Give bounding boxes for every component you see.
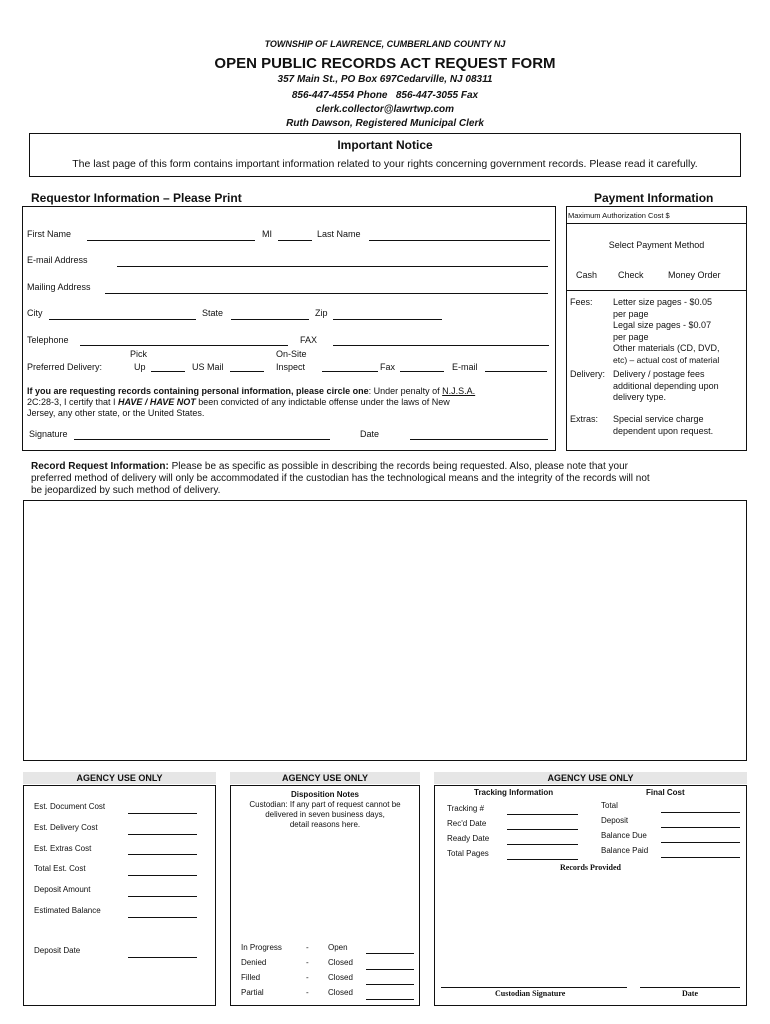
ready-date-field[interactable] — [507, 844, 578, 845]
zip-field[interactable] — [333, 319, 442, 320]
clerk-name: Ruth Dawson, Registered Municipal Clerk — [286, 118, 484, 129]
status-dash: - — [306, 988, 309, 997]
est-document-cost-field[interactable] — [128, 813, 197, 814]
est-delivery-cost-label: Est. Delivery Cost — [34, 823, 98, 832]
est-delivery-cost-field[interactable] — [128, 834, 197, 835]
mi-field[interactable] — [278, 240, 312, 241]
email-label: E-mail Address — [27, 255, 88, 265]
fees-line: per page — [613, 331, 649, 342]
requestor-title: Requestor Information – Please Print — [31, 191, 242, 205]
personal-info-rest: : Under penalty of — [368, 386, 443, 396]
personal-info-bold: If you are requesting records containing personal information, please circle one — [27, 386, 369, 396]
records-provided-label: Records Provided — [560, 863, 621, 872]
city-label: City — [27, 308, 43, 318]
telephone-field[interactable] — [80, 345, 288, 346]
inspect-blank[interactable] — [322, 371, 378, 372]
fax-option: Fax — [380, 362, 396, 372]
onsite-label: On-Site — [276, 349, 307, 359]
notice-title: Important Notice — [337, 138, 433, 152]
est-extras-cost-field[interactable] — [128, 854, 197, 855]
extras-text — [613, 414, 713, 437]
status-dash: - — [306, 943, 309, 952]
deposit-amount-field[interactable] — [128, 896, 197, 897]
delivery-line: additional depending upon — [613, 380, 719, 391]
custodian-signature-label: Custodian Signature — [495, 989, 566, 998]
status-right: Closed — [328, 958, 353, 967]
certify-text-a: 2C:28-3, I certify that I — [27, 397, 119, 407]
est-extras-cost-label: Est. Extras Cost — [34, 844, 92, 853]
status-left: Filled — [241, 973, 261, 982]
fax-blank[interactable] — [400, 371, 444, 372]
township-line: TOWNSHIP OF LAWRENCE, CUMBERLAND COUNTY NJ — [264, 39, 506, 49]
total-pages-label: Total Pages — [447, 849, 489, 858]
fees-line: Letter size pages - $0.05 — [613, 297, 713, 307]
deposit-label: Deposit — [601, 816, 629, 825]
state-label: State — [202, 308, 224, 318]
fees-line: Legal size pages - $0.07 — [613, 320, 712, 330]
status-field[interactable] — [366, 984, 414, 985]
disposition-title: Disposition Notes — [290, 790, 359, 799]
signature-field[interactable] — [74, 439, 330, 440]
deposit-amount-label: Deposit Amount — [34, 885, 91, 894]
deposit-date-label: Deposit Date — [34, 946, 81, 955]
payment-title: Payment Information — [594, 191, 714, 205]
status-left: Denied — [241, 958, 267, 967]
balance-due-label: Balance Due — [601, 831, 647, 840]
check-option[interactable]: Check — [618, 270, 644, 280]
money-order-option[interactable]: Money Order — [668, 270, 721, 280]
status-field[interactable] — [366, 999, 414, 1000]
record-request-title: Record Request Information: — [31, 461, 169, 472]
status-right: Open — [328, 943, 348, 952]
certify-text-b: been convicted of any indictable offense under the laws of New — [195, 397, 450, 407]
extras-line: dependent upon request. — [613, 425, 714, 436]
fees-line: Other materials (CD, DVD, — [613, 343, 720, 353]
status-right: Closed — [328, 988, 353, 997]
pick-label: Pick — [130, 349, 148, 359]
inspect-option: Inspect — [276, 362, 306, 372]
agency-header-costs: AGENCY USE ONLY — [23, 772, 216, 784]
recd-date-field[interactable] — [507, 829, 578, 830]
status-right: Closed — [328, 973, 353, 982]
deposit-field[interactable] — [661, 827, 740, 828]
record-request-line2: preferred method of delivery will only be accommodated if the custodian has the technological means and the integrity of the records will not — [31, 473, 650, 484]
record-request-line3: be jeopardized by such method of delivery. — [31, 485, 221, 496]
usmail-option: US Mail — [192, 362, 224, 372]
deposit-date-field[interactable] — [128, 957, 197, 958]
first-name-label: First Name — [27, 229, 72, 239]
notice-text: The last page of this form contains important information related to your rights concerning government records. Please read it carefully. — [72, 158, 698, 170]
delivery-text — [613, 369, 719, 404]
balance-paid-label: Balance Paid — [601, 846, 649, 855]
email-blank[interactable] — [485, 371, 547, 372]
clerk-email: clerk.collector@lawrtwp.com — [315, 104, 455, 115]
address-line: 357 Main St., PO Box 697Cedarville, NJ 08311 — [277, 74, 493, 85]
signature-label: Signature — [29, 429, 68, 439]
custodian-date-field[interactable] — [640, 987, 740, 988]
fees-label: Fees: — [570, 297, 593, 307]
method-divider — [566, 290, 747, 291]
city-field[interactable] — [49, 319, 196, 320]
mi-label: MI — [262, 229, 272, 239]
certification-text — [27, 386, 552, 419]
email-option: E-mail — [452, 362, 478, 372]
fees-line: per page — [613, 308, 649, 319]
delivery-line: delivery type. — [613, 392, 667, 402]
date-field[interactable] — [410, 439, 548, 440]
total-pages-field[interactable] — [507, 859, 578, 860]
pickup-option: Up — [134, 362, 146, 372]
delivery-label: Delivery: — [570, 369, 606, 379]
mailing-field[interactable] — [105, 293, 548, 294]
have-have-not[interactable]: HAVE / HAVE NOT — [118, 397, 196, 407]
record-request-info — [31, 461, 743, 497]
record-request-textarea[interactable] — [23, 500, 747, 761]
status-dash: - — [306, 958, 309, 967]
state-field[interactable] — [231, 319, 309, 320]
record-request-line1: Please be as specific as possible in describing the records being requested. Also, please note that your — [168, 461, 628, 472]
ready-date-label: Ready Date — [447, 834, 490, 843]
delivery-line: Delivery / postage fees — [613, 369, 705, 379]
email-field[interactable] — [117, 266, 548, 267]
max-auth-label: Maximum Authorization Cost $ — [568, 211, 670, 220]
custodian-signature-field[interactable] — [441, 987, 627, 988]
telephone-label: Telephone — [27, 335, 69, 345]
total-est-cost-label: Total Est. Cost — [34, 864, 86, 873]
phone-line: 856-447-4554 Phone 856-447-3055 Fax — [291, 90, 479, 101]
est-document-cost-label: Est. Document Cost — [34, 802, 106, 811]
extras-line: Special service charge — [613, 414, 704, 424]
disposition-line: detail reasons here. — [289, 820, 361, 829]
max-auth-divider — [566, 223, 747, 224]
fees-line: etc) – actual cost of material — [613, 354, 720, 365]
total-est-cost-field[interactable] — [128, 875, 197, 876]
fax-label: FAX — [300, 335, 318, 345]
fax-field[interactable] — [333, 345, 549, 346]
status-field[interactable] — [366, 969, 414, 970]
total-field[interactable] — [661, 812, 740, 813]
mailing-label: Mailing Address — [27, 282, 91, 292]
extras-label: Extras: — [570, 414, 599, 424]
status-left: Partial — [241, 988, 264, 997]
disposition-text — [230, 800, 420, 830]
estimated-balance-field[interactable] — [128, 917, 197, 918]
balance-paid-field[interactable] — [661, 857, 740, 858]
last-name-field[interactable] — [369, 240, 550, 241]
recd-date-label: Rec'd Date — [447, 819, 487, 828]
pickup-blank[interactable] — [151, 371, 185, 372]
status-dash: - — [306, 973, 309, 982]
tracking-number-field[interactable] — [507, 814, 578, 815]
final-cost-title: Final Cost — [646, 788, 685, 797]
last-name-label: Last Name — [317, 229, 361, 239]
tracking-title: Tracking Information — [474, 788, 554, 797]
certify-text-c: Jersey, any other state, or the United States. — [27, 408, 205, 418]
status-left: In Progress — [241, 943, 282, 952]
first-name-field[interactable] — [87, 240, 255, 241]
cash-option[interactable]: Cash — [576, 270, 598, 280]
status-field[interactable] — [366, 953, 414, 954]
date-label: Date — [360, 429, 380, 439]
preferred-label: Preferred Delivery: — [27, 362, 103, 372]
custodian-date-label: Date — [682, 989, 698, 998]
disposition-line: Custodian: If any part of request cannot be — [249, 800, 401, 809]
total-label: Total — [601, 801, 618, 810]
notice-box — [29, 133, 741, 177]
zip-label: Zip — [315, 308, 328, 318]
select-method-label: Select Payment Method — [608, 240, 705, 250]
agency-header-tracking: AGENCY USE ONLY — [434, 772, 747, 784]
disposition-line: delivered in seven business days, — [265, 810, 385, 819]
statute-ref: N.J.S.A. — [442, 386, 476, 396]
form-title: OPEN PUBLIC RECORDS ACT REQUEST FORM — [214, 55, 556, 72]
fees-text — [613, 297, 747, 366]
agency-header-disposition: AGENCY USE ONLY — [230, 772, 420, 784]
usmail-blank[interactable] — [230, 371, 264, 372]
estimated-balance-label: Estimated Balance — [34, 906, 101, 915]
balance-due-field[interactable] — [661, 842, 740, 843]
tracking-number-label: Tracking # — [447, 804, 485, 813]
